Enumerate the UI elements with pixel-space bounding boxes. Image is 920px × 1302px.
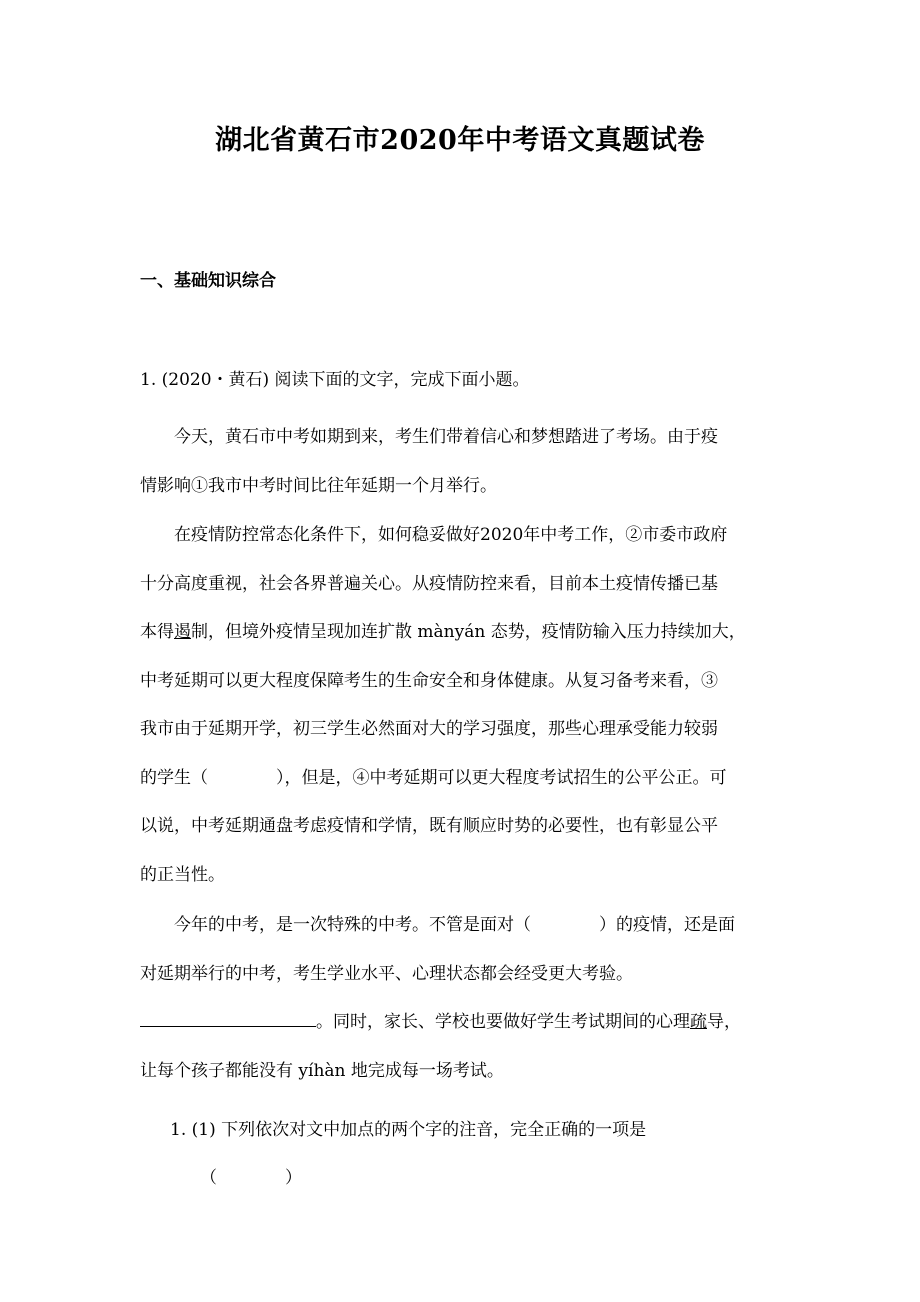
paragraph-line: 今年的中考，是一次特殊的中考。不管是面对（ ）的疫情，还是面 <box>174 915 735 935</box>
sub-question: 1. (1) 下列依次对文中加点的两个字的注音，完全正确的一项是 <box>170 1120 647 1140</box>
paragraph-line: 让每个孩子都能没有 yíhàn 地完成每一场考试。 <box>140 1060 504 1081</box>
text-segment: 本得 <box>140 622 174 642</box>
paragraph-line: 以说，中考延期通盘考虑疫情和学情，既有顺应时势的必要性，也有彰显公平 <box>140 816 718 836</box>
text-segment: 导， <box>707 1012 741 1032</box>
passage-paragraph-2 <box>140 511 780 899</box>
paragraph-line: 今天，黄石市中考如期到来，考生们带着信心和梦想踏进了考场。由于疫 <box>174 427 718 447</box>
paragraph-line: 在疫情防控常态化条件下，如何稳妥做好2020年中考工作，②市委市政府 <box>174 525 728 545</box>
paragraph-line: 我市由于延期开学，初三学生必然面对大的学习强度，那些心理承受能力较弱 <box>140 719 718 739</box>
passage-paragraph-3 <box>140 901 780 1095</box>
fill-in-blank <box>140 1010 316 1027</box>
paragraph-line: 的正当性。 <box>140 864 225 885</box>
answer-blank: （ ） <box>200 1168 302 1188</box>
paragraph-line <box>140 608 780 657</box>
question-intro: 1. (2020・黄石) 阅读下面的文字，完成下面小题。 <box>140 370 530 390</box>
paragraph-line: 情影响①我市中考时间比往年延期一个月举行。 <box>140 475 497 496</box>
passage-paragraph-1 <box>140 413 780 510</box>
paragraph-line <box>140 998 780 1047</box>
page-title: 湖北省黄石市2020年中考语文真题试卷 <box>215 125 705 156</box>
dotted-character: 疏 <box>690 1012 707 1032</box>
paragraph-line: 对延期举行的中考，考生学业水平、心理状态都会经受更大考验。 <box>140 963 633 984</box>
dotted-character: 遏 <box>174 622 191 642</box>
section-heading: 一、基础知识综合 <box>140 271 276 291</box>
paragraph-line: 中考延期可以更大程度保障考生的生命安全和身体健康。从复习备考来看，③ <box>140 670 718 691</box>
paragraph-line: 的学生（ ），但是，④中考延期可以更大程度考试招生的公平公正。可 <box>140 767 727 788</box>
text-segment: 制，但境外疫情呈现加连扩散 mànyán 态势，疫情防输入压力持续加大， <box>191 622 746 642</box>
text-segment: 。同时，家长、学校也要做好学生考试期间的心理 <box>316 1012 690 1032</box>
paragraph-line: 十分高度重视，社会各界普遍关心。从疫情防控来看，目前本土疫情传播已基 <box>140 573 718 594</box>
